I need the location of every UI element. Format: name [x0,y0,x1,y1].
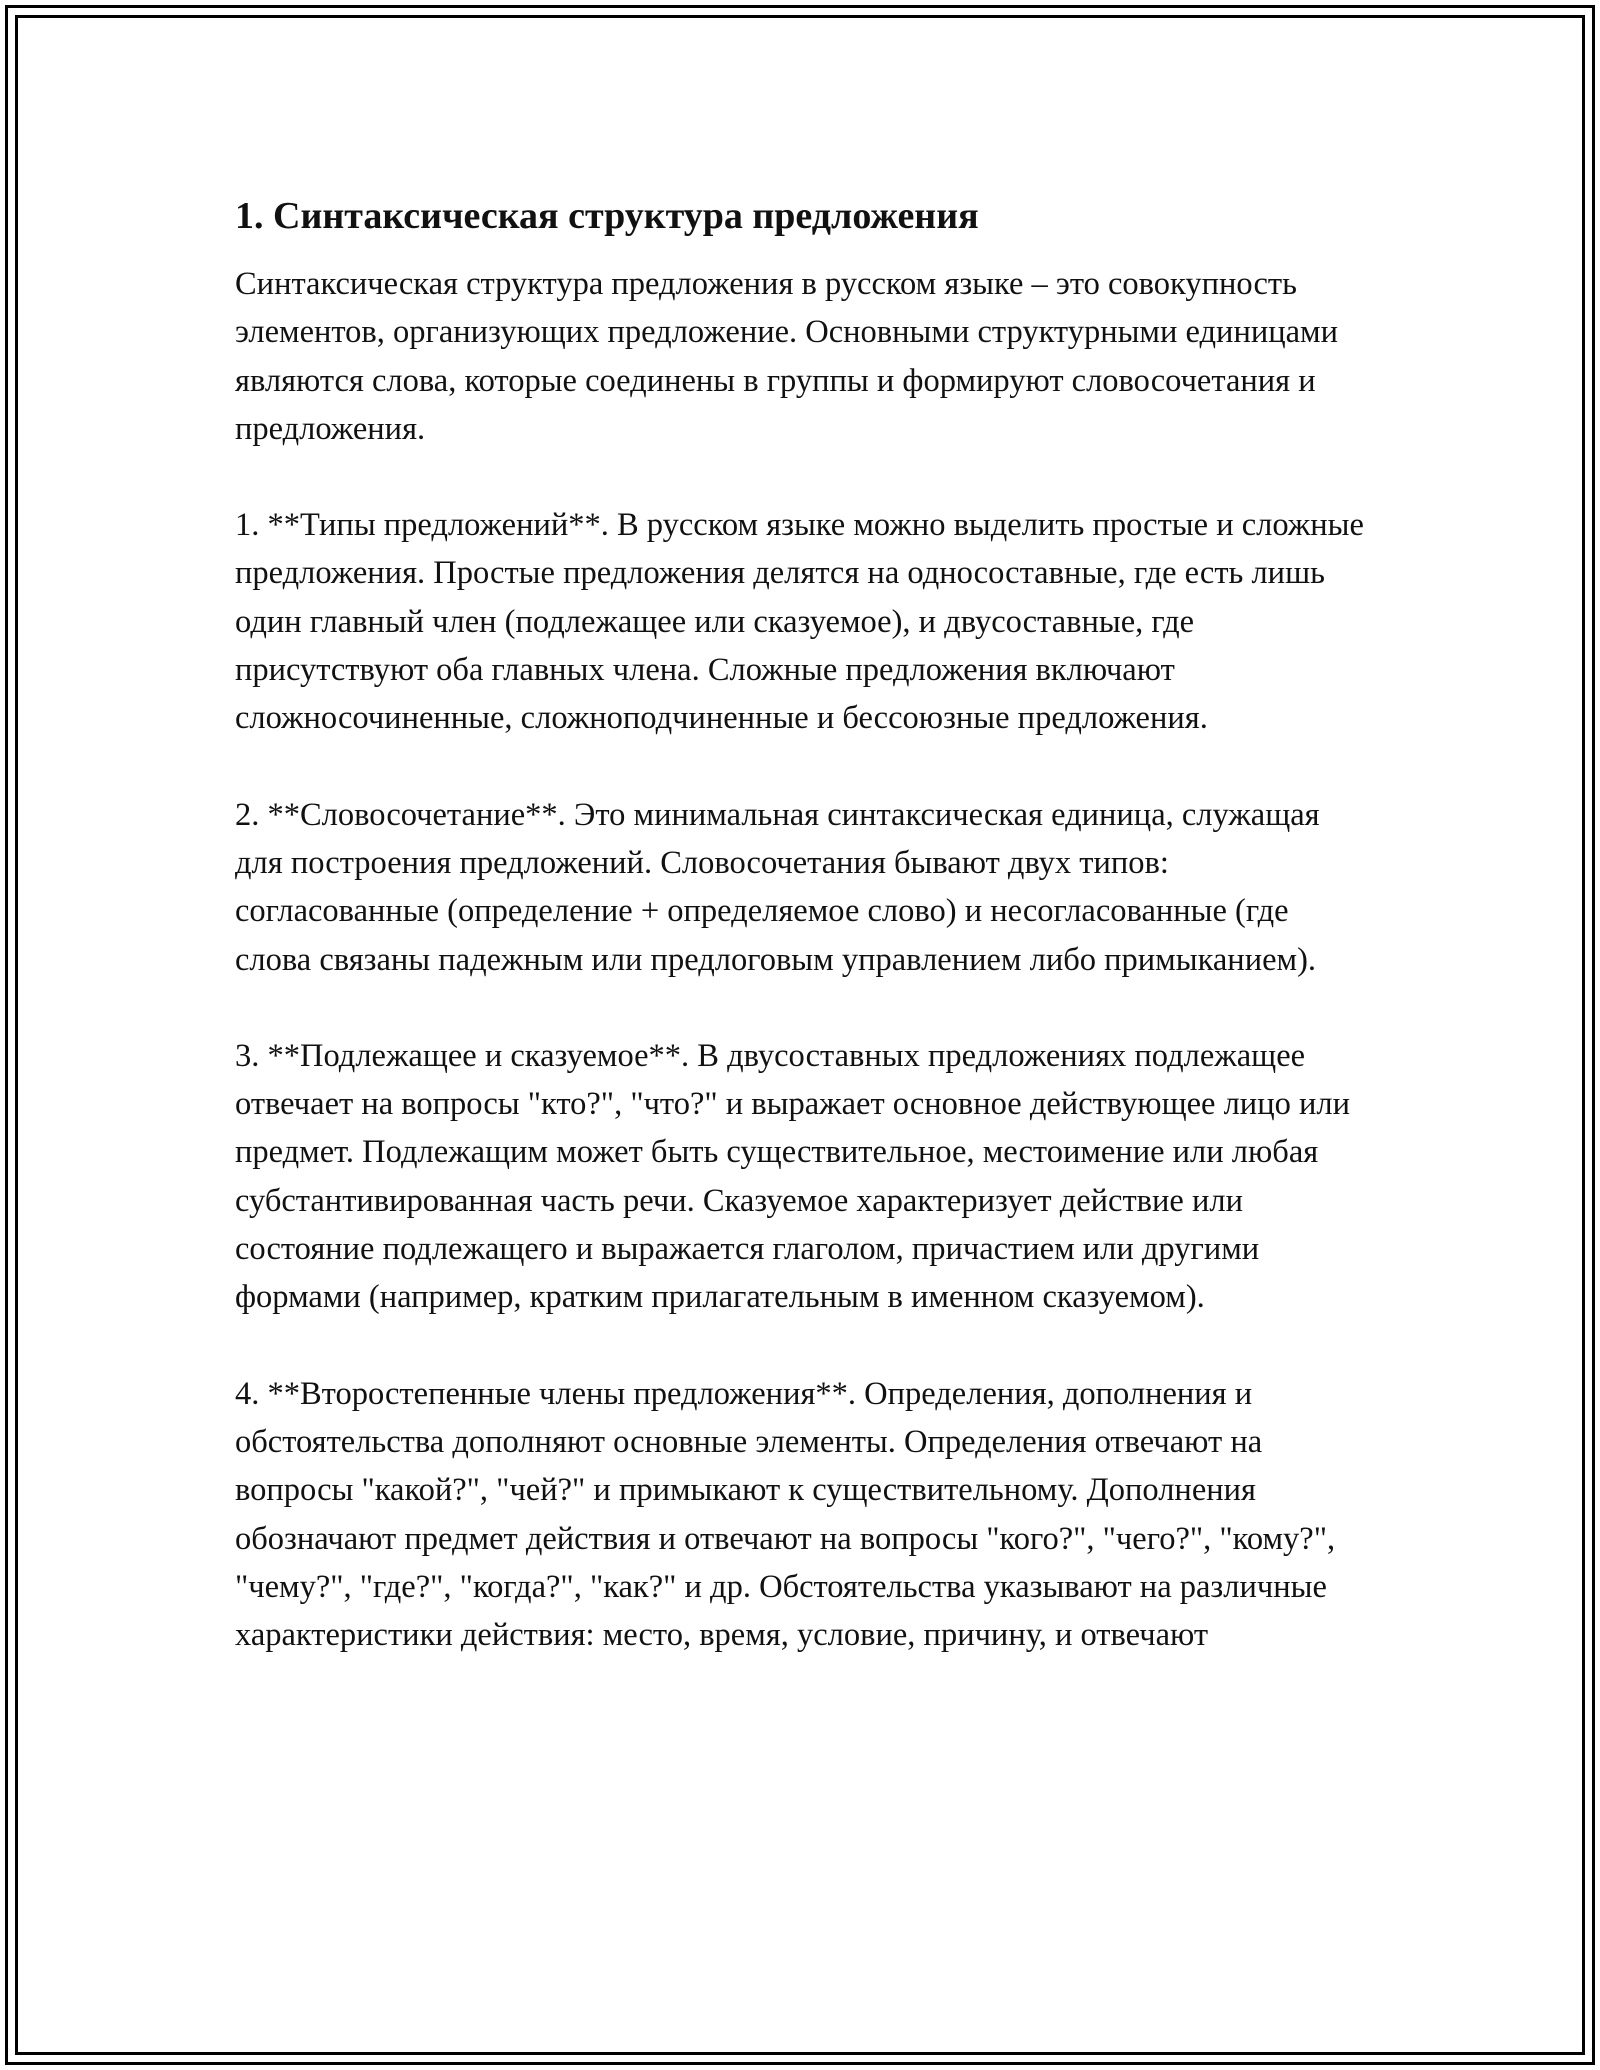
paragraph-subject-predicate: 3. **Подлежащее и сказуемое**. В двусоставных предложениях подлежащее отвечает на вопросы "кто?", "что?" и выражает основное действующее лицо или предмет. Подлежащим может быть существительное, местоимение или любая субстантивированная часть речи. Сказуемое характеризует действие или состояние подлежащего и выражается глаголом, причастием или другими формами (например, кратким прилагательным в именном сказуемом). [235,1037,1350,1316]
document-body [235,192,1365,1707]
paragraph-secondary-members: 4. **Второстепенные члены предложения**. Определения, дополнения и обстоятельства дополняют основные элементы. Определения отвечают на вопросы "какой?", "чей?" и примыкают к существительному. Дополнения обозначают предмет действия и отвечают на вопросы "кого?", "чего?", "кому?", "чему?", "где?", "когда?", "как?" и др. Обстоятельства указывают на различные характеристики действия: место, время, условие, причину, и отвечают [235,1375,1336,1654]
paragraph-intro: Синтаксическая структура предложения в русском языке – это совокупность элементов, организующих предложение. Основными структурными единицами являются слова, которые соединены в группы и формируют словосочетания и предложения. [235,266,1339,447]
paragraph-word-combination: 2. **Словосочетание**. Это минимальная синтаксическая единица, служащая для построения предложений. Словосочетания бывают двух типов: согласованные (определение + определяемое слово) и несогласованные (где слова связаны падежным или предлоговым управлением либо примыканием). [235,796,1320,978]
document-title: 1. Синтаксическая структура предложения [235,195,979,237]
paragraph-sentence-types: 1. **Типы предложений**. В русском языке можно выделить простые и сложные предложения. Простые предложения делятся на односоставные, где есть лишь один главный член (подлежащее или сказуемое), и двусоставные, где присутствуют оба главных члена. Сложные предложения включают сложносочиненные, сложноподчиненные и бессоюзные предложения. [235,507,1364,737]
